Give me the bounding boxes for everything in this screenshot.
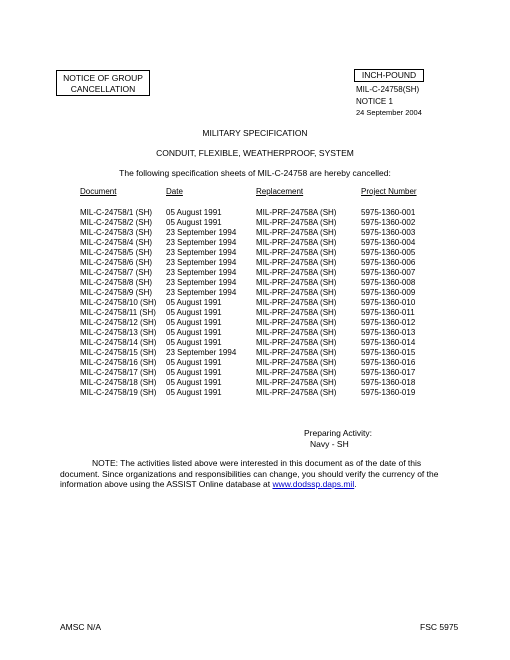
cell-replacement: MIL-PRF-24758A (SH): [256, 238, 337, 247]
column-header-replacement: Replacement: [256, 187, 304, 196]
cell-document: MIL-C-24758/5 (SH): [80, 248, 153, 257]
table-row: [0, 248, 510, 258]
table-row: [0, 238, 510, 248]
cell-project-number: 5975-1360-018: [361, 378, 416, 387]
document-id: MIL-C-24758(SH): [356, 85, 420, 94]
cell-date: 05 August 1991: [166, 388, 222, 397]
cell-replacement: MIL-PRF-24758A (SH): [256, 258, 337, 267]
cell-date: 05 August 1991: [166, 338, 222, 347]
cell-date: 23 September 1994: [166, 348, 237, 357]
cell-date: 05 August 1991: [166, 378, 222, 387]
cell-document: MIL-C-24758/19 (SH): [80, 388, 157, 397]
cell-date: 23 September 1994: [166, 268, 237, 277]
cell-document: MIL-C-24758/8 (SH): [80, 278, 153, 287]
cell-date: 23 September 1994: [166, 288, 237, 297]
cell-document: MIL-C-24758/2 (SH): [80, 218, 153, 227]
notice-box-line2: CANCELLATION: [70, 84, 136, 94]
cell-date: 05 August 1991: [166, 328, 222, 337]
cell-document: MIL-C-24758/6 (SH): [80, 258, 153, 267]
cell-date: 23 September 1994: [166, 238, 237, 247]
table-row: [0, 258, 510, 268]
cell-project-number: 5975-1360-016: [361, 358, 416, 367]
cell-date: 05 August 1991: [166, 298, 222, 307]
table-row: [0, 378, 510, 388]
cell-replacement: MIL-PRF-24758A (SH): [256, 288, 337, 297]
cancellation-table-body: [0, 208, 510, 398]
cell-replacement: MIL-PRF-24758A (SH): [256, 358, 337, 367]
table-row: [0, 368, 510, 378]
notice-date: 24 September 2004: [356, 108, 422, 117]
column-header-document: Document: [80, 187, 117, 196]
cell-date: 23 September 1994: [166, 248, 237, 257]
cell-replacement: MIL-PRF-24758A (SH): [256, 308, 337, 317]
table-row: [0, 298, 510, 308]
cell-project-number: 5975-1360-011: [361, 308, 415, 317]
cell-date: 23 September 1994: [166, 228, 237, 237]
cell-date: 05 August 1991: [166, 358, 222, 367]
cell-document: MIL-C-24758/4 (SH): [80, 238, 153, 247]
table-row: [0, 228, 510, 238]
cell-project-number: 5975-1360-010: [361, 298, 416, 307]
cell-project-number: 5975-1360-015: [361, 348, 416, 357]
page-title: MILITARY SPECIFICATION: [202, 128, 308, 138]
table-row: [0, 348, 510, 358]
cell-document: MIL-C-24758/12 (SH): [80, 318, 157, 327]
cell-project-number: 5975-1360-004: [361, 238, 416, 247]
cell-replacement: MIL-PRF-24758A (SH): [256, 368, 337, 377]
cell-project-number: 5975-1360-006: [361, 258, 416, 267]
cell-project-number: 5975-1360-002: [361, 218, 416, 227]
cell-date: 05 August 1991: [166, 368, 222, 377]
cell-replacement: MIL-PRF-24758A (SH): [256, 328, 337, 337]
cell-date: 05 August 1991: [166, 308, 222, 317]
cell-replacement: MIL-PRF-24758A (SH): [256, 248, 337, 257]
cell-project-number: 5975-1360-017: [361, 368, 416, 377]
table-row: [0, 278, 510, 288]
footer-amsc: AMSC N/A: [60, 622, 102, 632]
cell-project-number: 5975-1360-012: [361, 318, 416, 327]
preparing-activity: [304, 428, 372, 450]
cell-replacement: MIL-PRF-24758A (SH): [256, 378, 337, 387]
cell-document: MIL-C-24758/7 (SH): [80, 268, 153, 277]
cell-document: MIL-C-24758/15 (SH): [80, 348, 157, 357]
note-paragraph: [60, 458, 450, 490]
table-row: [0, 268, 510, 278]
table-row: [0, 318, 510, 328]
column-header-project-number: Project Number: [361, 187, 417, 196]
notice-number: NOTICE 1: [356, 97, 393, 106]
cell-replacement: MIL-PRF-24758A (SH): [256, 338, 337, 347]
cell-document: MIL-C-24758/11 (SH): [80, 308, 156, 317]
cell-document: MIL-C-24758/18 (SH): [80, 378, 157, 387]
inch-pound-box: INCH-POUND: [354, 69, 424, 82]
cell-replacement: MIL-PRF-24758A (SH): [256, 388, 337, 397]
cell-document: MIL-C-24758/3 (SH): [80, 228, 153, 237]
table-row: [0, 388, 510, 398]
intro-text: The following specification sheets of MIL-C-24758 are hereby cancelled:: [119, 168, 391, 178]
note-text: NOTE: The activities listed above were interested in this document as of the date of this document. Since organizations and responsibilities can change, you should verify the currency of the information above using the ASSIST Online database at: [60, 458, 439, 489]
table-row: [0, 218, 510, 228]
cell-project-number: 5975-1360-005: [361, 248, 416, 257]
cell-document: MIL-C-24758/16 (SH): [80, 358, 157, 367]
column-header-date: Date: [166, 187, 183, 196]
cell-replacement: MIL-PRF-24758A (SH): [256, 208, 337, 217]
cell-document: MIL-C-24758/9 (SH): [80, 288, 153, 297]
table-row: [0, 208, 510, 218]
cell-document: MIL-C-24758/17 (SH): [80, 368, 157, 377]
cell-project-number: 5975-1360-009: [361, 288, 416, 297]
footer-fsc: FSC 5975: [420, 622, 459, 632]
cell-project-number: 5975-1360-003: [361, 228, 416, 237]
preparing-activity-label: Preparing Activity:: [304, 428, 373, 438]
cell-replacement: MIL-PRF-24758A (SH): [256, 298, 337, 307]
notice-box-line1: NOTICE OF GROUP: [63, 73, 143, 83]
table-row: [0, 308, 510, 318]
cell-date: 23 September 1994: [166, 258, 237, 267]
cell-replacement: MIL-PRF-24758A (SH): [256, 218, 337, 227]
table-row: [0, 288, 510, 298]
cell-document: MIL-C-24758/10 (SH): [80, 298, 157, 307]
assist-online-link[interactable]: www.dodssp.daps.mil: [272, 479, 355, 489]
cell-document: MIL-C-24758/1 (SH): [80, 208, 153, 217]
table-row: [0, 328, 510, 338]
cell-project-number: 5975-1360-007: [361, 268, 416, 277]
cell-date: 05 August 1991: [166, 318, 222, 327]
page-subtitle: CONDUIT, FLEXIBLE, WEATHERPROOF, SYSTEM: [156, 148, 354, 158]
cell-project-number: 5975-1360-014: [361, 338, 416, 347]
cell-date: 05 August 1991: [166, 218, 222, 227]
cell-document: MIL-C-24758/14 (SH): [80, 338, 157, 347]
notice-of-group-cancellation-box: [56, 70, 150, 96]
cell-document: MIL-C-24758/13 (SH): [80, 328, 157, 337]
cell-replacement: MIL-PRF-24758A (SH): [256, 278, 337, 287]
cell-project-number: 5975-1360-001: [361, 208, 416, 217]
table-row: [0, 338, 510, 348]
cell-replacement: MIL-PRF-24758A (SH): [256, 268, 337, 277]
cell-project-number: 5975-1360-008: [361, 278, 416, 287]
cell-replacement: MIL-PRF-24758A (SH): [256, 348, 337, 357]
note-end: .: [354, 479, 357, 489]
cell-replacement: MIL-PRF-24758A (SH): [256, 318, 337, 327]
preparing-activity-value: Navy - SH: [310, 439, 349, 449]
cell-replacement: MIL-PRF-24758A (SH): [256, 228, 337, 237]
table-row: [0, 358, 510, 368]
cell-date: 05 August 1991: [166, 208, 222, 217]
cell-project-number: 5975-1360-019: [361, 388, 416, 397]
cell-date: 23 September 1994: [166, 278, 237, 287]
cell-project-number: 5975-1360-013: [361, 328, 416, 337]
